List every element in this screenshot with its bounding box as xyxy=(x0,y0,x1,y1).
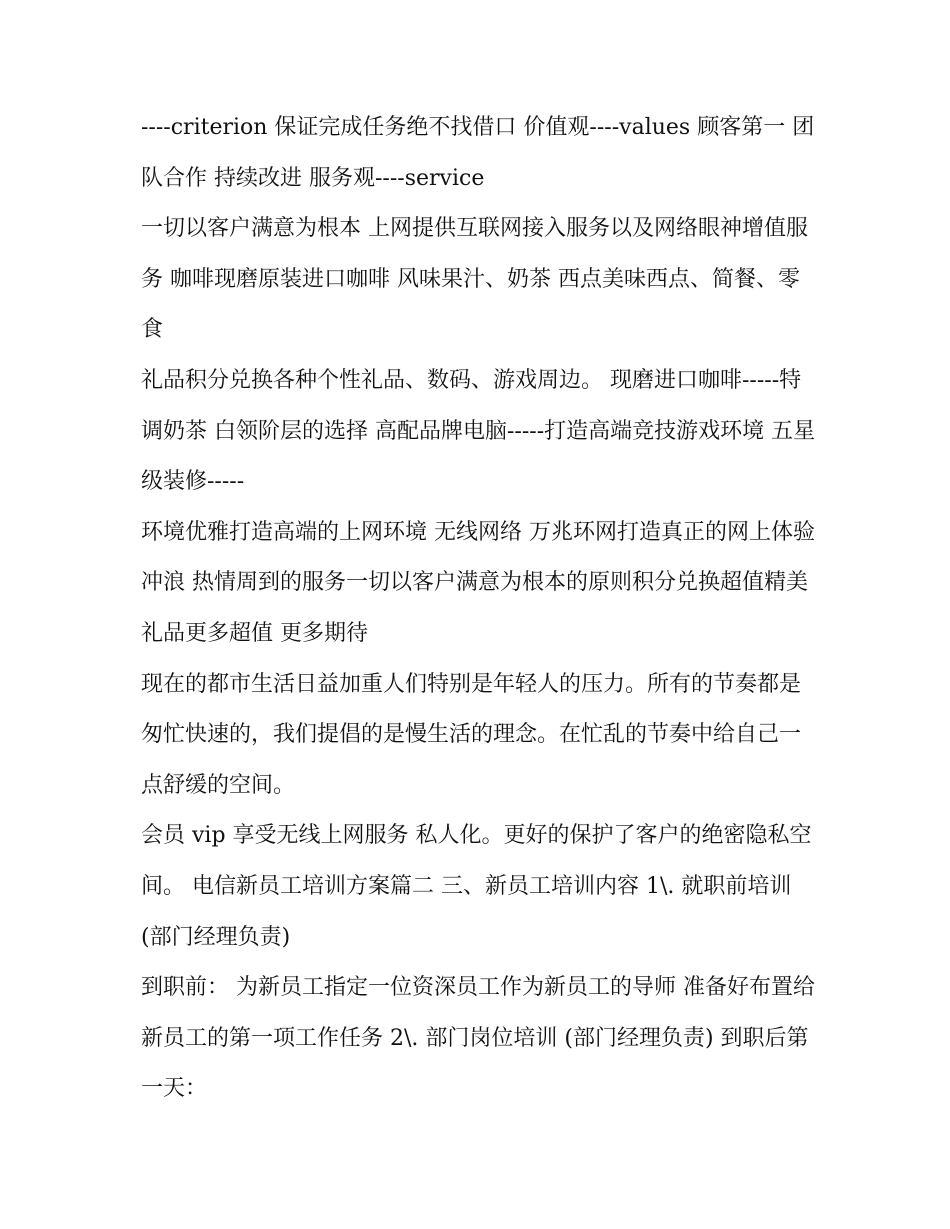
paragraph-onboarding: 到职前： 为新员工指定一位资深员工作为新员工的导师 准备好布置给新员工的第一项工作任务 2\. 部门岗位培训 (部门经理负责) 到职后第一天： xyxy=(141,975,815,1102)
paragraph-gifts-coffee: 礼品积分兑换各种个性礼品、数码、游戏周边。 现磨进口咖啡-----特调奶茶 白领阶层的选择 高配品牌电脑-----打造高端竞技游戏环境 五星级装修----- xyxy=(141,367,816,495)
paragraph-environment: 环境优雅打造高端的上网环境 无线网络 万兆环网打造真正的网上体验冲浪 热情周到的服务一切以客户满意为根本的原则积分兑换超值精美礼品更多超值 更多期待 xyxy=(141,519,815,646)
paragraph-slow-life: 现在的都市生活日益加重人们特别是年轻人的压力。所有的节奏都是匆忙快速的，我们提倡的是慢生活的理念。在忙乱的节奏中给自己一点舒缓的空间。 xyxy=(141,671,802,798)
paragraph-vip-training: 会员 vip 享受无线上网服务 私人化。更好的保护了客户的绝密隐私空间。 电信新员工培训方案篇二 三、新员工培训内容 1\. 就职前培训 (部门经理负责) xyxy=(141,823,812,950)
paragraph-mission-values: ----criterion 保证完成任务绝不找借口 价值观----values 顾客第一 团队合作 持续改进 服务观----service xyxy=(141,115,815,191)
paragraph-services: 一切以客户满意为根本 上网提供互联网接入服务以及网络眼神增值服务 咖啡现磨原装进口咖啡 风味果汁、奶茶 西点美味西点、简餐、零食 xyxy=(141,216,808,343)
document-page xyxy=(141,103,821,1115)
